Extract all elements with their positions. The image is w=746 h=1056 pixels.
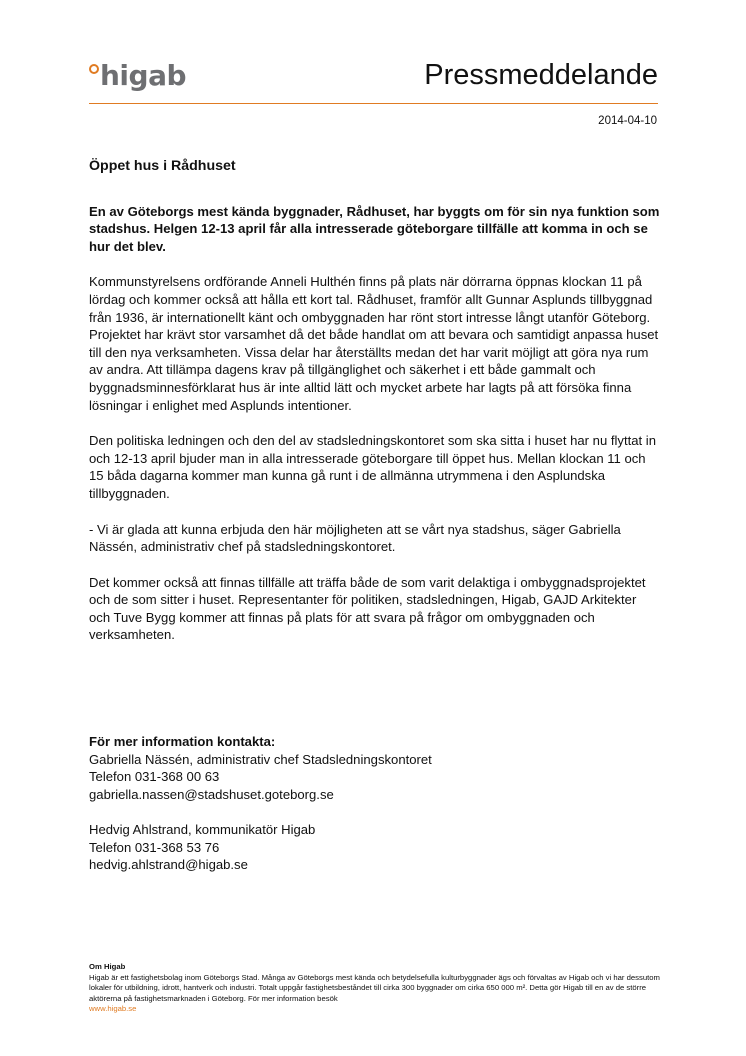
website-link[interactable]: www.higab.se: [89, 1004, 137, 1013]
article-paragraph: Den politiska ledningen och den del av stadsledningskontoret som ska sitta i huset har nu flyttat in och 12-13 april bjuder man in alla intresserade göteborgare till öppet hus. Mellan klockan 11 och 15 båda dagarna kommer man kunna gå runt i de allmänna utrymmena i den Asplundska tillbyggnaden.: [89, 433, 657, 501]
contact-phone: Telefon 031-368 53 76: [89, 839, 220, 855]
contact-heading: För mer information kontakta:: [89, 734, 276, 749]
contact-section: [89, 733, 661, 874]
article-body: [89, 158, 661, 662]
release-date: 2014-04-10: [598, 115, 657, 127]
document-type-heading: Pressmeddelande: [424, 59, 658, 91]
contact-name: Hedvig Ahlstrand, kommunikatör Higab: [89, 821, 316, 837]
about-higab-footer: [89, 962, 661, 1015]
article-paragraph: Det kommer också att finnas tillfälle att träffa både de som varit delaktiga i ombyggnadsprojektet och de som sitter i huset. Representanter för politiken, stadsledningen, Higab, GAJD Arkitekter och Tuve Bygg kommer att finnas på plats för att svara på frågor om ombyggnaden och verksamheten.: [89, 574, 646, 643]
contact-name: Gabriella Nässén, administrativ chef Stadsledningskontoret: [89, 751, 432, 767]
about-heading: Om Higab: [89, 962, 126, 971]
logo-text: higab: [100, 59, 187, 92]
contact-email-link[interactable]: hedvig.ahlstrand@higab.se: [89, 857, 248, 873]
contact-email-link[interactable]: gabriella.nassen@stadshuset.goteborg.se: [89, 786, 334, 802]
contact-phone: Telefon 031-368 00 63: [89, 769, 220, 785]
quote-paragraph: - Vi är glada att kunna erbjuda den här möjligheten att se vårt nya stadshus, säger Gabriella Nässén, administrativ chef på stadsledningskontoret.: [89, 521, 621, 555]
header-divider: [89, 103, 658, 104]
contact-spacer: [89, 803, 661, 821]
article-ingress: En av Göteborgs mest kända byggnader, Rådhuset, har byggts om för sin nya funktion som stadshus. Helgen 12-13 april får alla intresserade göteborgare tillfälle att komma in och se hur det blev.: [89, 203, 660, 254]
article-title: Öppet hus i Rådhuset: [89, 158, 236, 174]
logo-ring-icon: [89, 64, 99, 74]
about-text: Higab är ett fastighetsbolag inom Göteborgs Stad. Många av Göteborgs mest kända och betydelsefulla kulturbyggnader ägs och förvaltas av Higab och vi har dessutom lokaler för utbildning, idrott, hantverk och industri. Totalt uppgår fastighetsbeståndet till cirka 300 byggnader om cirka 650 000 m². Detta gör Higab till en av de större aktörerna på fastighetsmarknaden i Göteborg. För mer information besök: [89, 972, 660, 1003]
higab-logo: [89, 59, 187, 92]
article-paragraph: Kommunstyrelsens ordförande Anneli Hulthén finns på plats när dörrarna öppnas klockan 11 på lördag och kommer också att hålla ett kort tal. Rådhuset, framför allt Gunnar Asplunds tillbyggnad från 1936, är internationellt känt och ombyggnaden har rönt stort intresse långt utanför Göteborg. Projektet har krävt stor varsamhet då det både handlat om att bevara och samtidigt anpassa huset till den nya verksamheten. Vissa delar har återställts medan det har varit möjligt att göra nya rum av andra. Att tillämpa dagens krav på tillgänglighet och säkerhet i ett både gammalt och byggnadsminnesförklarat hus är inte alltid lätt och mycket arbete har lagts på att försöka finna lösningar i enlighet med Asplunds intentioner.: [89, 274, 659, 413]
